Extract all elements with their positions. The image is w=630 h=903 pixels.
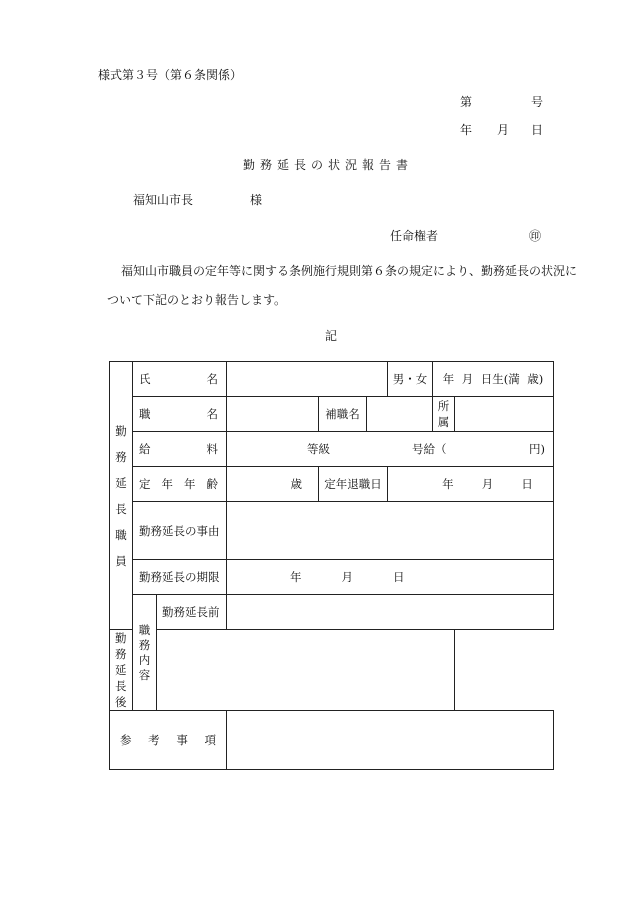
seal-mark: ㊞ — [529, 229, 542, 243]
body-text-line-2: ついて下記のとおり報告します。 — [107, 293, 287, 307]
birth-field[interactable]: 年 月 日生(満 歳) — [433, 362, 554, 397]
duty-before-label: 勤務延長前 — [157, 595, 227, 630]
retirement-age-field[interactable]: 歳 — [227, 467, 319, 502]
title-field[interactable] — [227, 397, 319, 432]
form-number: 様式第３号（第６条関係） — [98, 68, 243, 82]
extension-period-label: 勤務延長の期限 — [133, 560, 227, 595]
notes-label: 参 考 事 項 — [110, 711, 227, 770]
ki-heading: 記 — [325, 329, 338, 343]
extension-reason-label: 勤務延長の事由 — [133, 502, 227, 560]
retirement-date-field[interactable]: 年 月 日 — [388, 467, 554, 502]
shozoku-field[interactable] — [455, 397, 554, 432]
body-text-line-1: 福知山市職員の定年等に関する条例施行規則第６条の規定により、勤務延長の状況に — [121, 264, 578, 278]
shozoku-label: 所属 — [433, 397, 455, 432]
extension-period-field[interactable]: 年 月 日 — [227, 560, 554, 595]
date-day: 日 — [531, 123, 544, 137]
doc-number-go: 号 — [531, 95, 544, 109]
duty-after-field[interactable] — [157, 630, 455, 711]
status-report-table — [109, 361, 554, 770]
addressee-name: 福知山市長 — [133, 193, 194, 207]
duty-content-label: 職 務 内 容 — [133, 595, 157, 711]
duty-before-field[interactable] — [227, 595, 554, 630]
sex-field[interactable]: 男・女 — [388, 362, 433, 397]
document-title: 勤務延長の状況報告書 — [243, 158, 414, 172]
hoshoku-field[interactable] — [367, 397, 433, 432]
title-label: 職 名 — [133, 397, 227, 432]
date-month: 月 — [497, 123, 510, 137]
name-label: 氏 名 — [133, 362, 227, 397]
doc-number-dai: 第 — [460, 95, 473, 109]
duty-after-label: 勤務延長後 — [110, 630, 133, 711]
salary-field[interactable]: 等級 号給（ 円) — [227, 432, 554, 467]
addressee-sama: 様 — [250, 193, 263, 207]
salary-label: 給 料 — [133, 432, 227, 467]
extension-reason-field[interactable] — [227, 502, 554, 560]
name-field[interactable] — [227, 362, 388, 397]
retirement-age-label: 定 年 年 齢 — [133, 467, 227, 502]
retirement-date-label: 定年退職日 — [319, 467, 388, 502]
side-label-kinmu-encho-shokuin: 勤 務 延 長 職 員 — [110, 362, 133, 630]
date-year: 年 — [460, 123, 473, 137]
notes-field[interactable] — [227, 711, 554, 770]
hoshoku-label: 補職名 — [319, 397, 367, 432]
sender-label: 任命権者 — [390, 229, 439, 243]
